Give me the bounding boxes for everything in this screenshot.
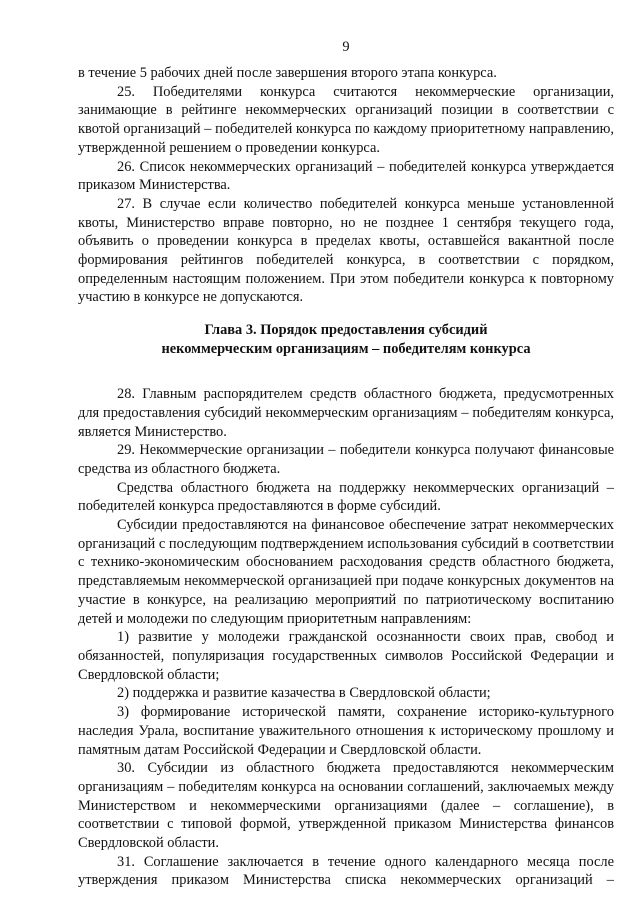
paragraph-p27: 27. В случае если количество победителей конкурса меньше установленной квоты, Министерство вправе повторно, но не позднее 1 сентября текущего года, объявить о проведении конкурса в пределах квоты, оставшейся вакантной после формирования рейтингов победителей конкурса, в соответствии с порядком, определенным настоящим положением. При этом победители конкурса к повторному участию в конкурсе не допускаются. bbox=[78, 195, 614, 306]
paragraph-p29c: Субсидии предоставляются на финансовое обеспечение затрат некоммерческих организаций с последующим подтверждением использования субсидий в соответствии с технико-экономическим обоснованием расходования средств областного бюджета, представляемым некоммерческой организацией при подаче конкурсных документов на участие в конкурсе, на реализацию мероприятий по патриотическому воспитанию детей и молодежи по следующим приоритетным направлениям: bbox=[78, 517, 614, 627]
paragraph-p29: 29. Некоммерческие организации – победители конкурса получают финансовые средства из областного бюджета. bbox=[78, 442, 614, 477]
paragraph-p29-2: 2) поддержка и развитие казачества в Свердловской области; bbox=[117, 685, 491, 702]
paragraph-p28: 28. Главным распорядителем средств областного бюджета, предусмотренных для предоставления субсидий некоммерческим организациям – победителям конкурса, является Министерство. bbox=[78, 386, 614, 440]
paragraph-p31: 31. Соглашение заключается в течение одного календарного месяца после утверждения приказом Министерства списка некоммерческих организаций – bbox=[78, 853, 614, 889]
text-block-after-chapter bbox=[78, 385, 614, 890]
chapter-title-line-2: некоммерческим организациям – победителям конкурса bbox=[161, 341, 531, 358]
paragraph-p29b: Средства областного бюджета на поддержку некоммерческих организаций – победителей конкурса предоставляются в форме субсидий. bbox=[78, 479, 614, 515]
paragraph-p-cont: в течение 5 рабочих дней после завершения второго этапа конкурса. bbox=[78, 65, 497, 81]
paragraph-p25: 25. Победителями конкурса считаются некоммерческие организации, занимающие в рейтинге некоммерческих организаций позиции в соответствии с квотой организаций – победителей конкурса по каждому приоритетному направлению, утвержденной решением о проведении конкурса. bbox=[78, 83, 614, 156]
paragraph-p29-3: 3) формирование исторической памяти, сохранение историко-культурного наследия Урала, воспитание уважительного отношения к историческому прошлому и памятным датам Российской Федерации и Свердловской области. bbox=[78, 704, 614, 758]
chapter-heading bbox=[78, 321, 614, 359]
paragraph-p29-1: 1) развитие у молодежи гражданской осознанности своих прав, свобод и обязанностей, популяризация государственных символов Российской Федерации и Свердловской области; bbox=[78, 629, 614, 683]
paragraph-p26: 26. Список некоммерческих организаций – победителей конкурса утверждается приказом Министерства. bbox=[78, 158, 614, 194]
paragraph-p30: 30. Субсидии из областного бюджета предоставляются некоммерческим организациям – победителям конкурса на основании соглашений, заключаемых между Министерством и некоммерческими организациями (далее – соглашение), в соответствии с типовой формой, утвержденной приказом Министерства финансов Свердловской области. bbox=[78, 760, 614, 852]
page-number: 9 bbox=[342, 39, 350, 55]
chapter-title-line-1: Глава 3. Порядок предоставления субсидий bbox=[204, 322, 488, 339]
text-block-before-chapter bbox=[78, 64, 614, 307]
